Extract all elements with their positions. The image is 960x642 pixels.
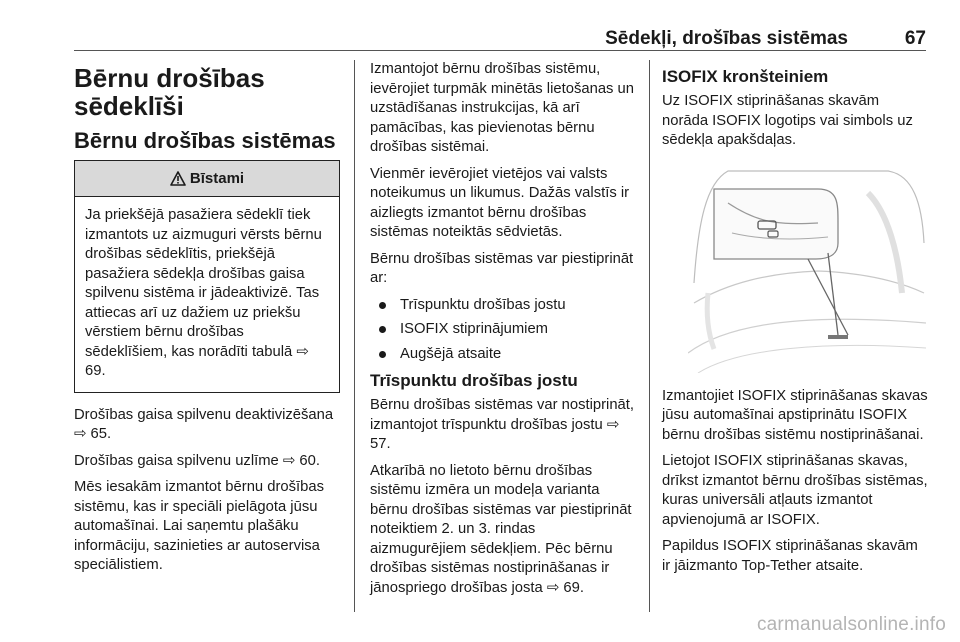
list-item: Trīspunktu drošības jostu <box>370 296 634 316</box>
paragraph: Mēs iesakām izmantot bērnu drošības sistēmu, kas ir speciāli pielāgota jūsu automašīnai. Lai saņemtu plašāku informāciju, sazinieties ar autoservisa speciālistiem. <box>74 479 325 573</box>
warning-triangle-icon <box>170 171 186 186</box>
column-2 <box>370 60 634 605</box>
subsection-heading: Bērnu drošības sistēmas <box>74 128 336 153</box>
paragraph: Izmantojiet ISOFIX stiprināšanas skavas jūsu automašīnai apstiprinātu ISOFIX bērnu drošības sistēmu nostiprināšanai. <box>662 387 928 443</box>
paragraph: Bērnu drošības sistēmas var nostiprināt, izmantojot trīspunktu drošības jostu ⇨ 57. <box>370 397 634 452</box>
warning-text: Ja priekšējā pasažiera sēdeklī tiek izmantots uz aizmuguri vērsts bērnu drošības sēdeklītis, priekšējā pasažiera sēdekļa drošības gaisa spilvenu sistēma ir jādeaktivizē. Tas attiecas arī uz dažiem uz priekšu vērstiem bērnu drošības sēdeklīšiem, kas norādīti tabulā ⇨ 69. <box>85 207 322 379</box>
bullet-icon <box>370 296 400 316</box>
paragraph: Drošības gaisa spilvenu deaktivizēšana ⇨ 65. <box>74 406 334 442</box>
warning-label: Bīstami <box>189 170 245 187</box>
column-divider-1 <box>354 60 355 612</box>
warning-header <box>75 161 339 197</box>
section-heading: Bērnu drošības sēdeklīši <box>74 63 265 121</box>
paragraph: Vienmēr ievērojiet vietējos vai valsts noteikumus un likumus. Dažās valstīs ir aizliegts izmantot bērnu drošības sistēmas noteiktās sēdvietās. <box>370 165 630 240</box>
column-1 <box>74 60 340 583</box>
paragraph: Uz ISOFIX stiprināšanas skavām norāda ISOFIX logotips vai simbols uz sēdekļa apakšdaļas. <box>662 93 913 148</box>
header-title: Sēdekļi, drošības sistēmas <box>605 28 848 49</box>
paragraph: Drošības gaisa spilvenu uzlīme ⇨ 60. <box>74 452 320 469</box>
attachment-list <box>370 296 634 365</box>
column-3 <box>662 60 928 583</box>
page-header <box>74 28 926 52</box>
warning-box <box>74 160 340 393</box>
column-divider-2 <box>649 60 650 612</box>
paragraph: Lietojot ISOFIX stiprināšanas skavas, drīkst izmantot bērnu drošības sistēmas, kuras universāli atļauts izmantot apvienojumā ar ISOFIX. <box>662 453 928 528</box>
paragraph: Papildus ISOFIX stiprināšanas skavām ir jāizmanto Top-Tether atsaite. <box>662 538 918 574</box>
isofix-seat-illustration <box>688 163 926 373</box>
page-number: 67 <box>904 28 926 49</box>
bullet-icon <box>370 345 400 365</box>
paragraph: Izmantojot bērnu drošības sistēmu, ievērojiet turpmāk minētās lietošanas un uzstādīšanas instrukcijas, kā arī pamācības, kas pievienotas bērnu drošības sistēmai. <box>370 61 635 155</box>
subsection-heading: ISOFIX kronšteiniem <box>662 67 829 86</box>
bullet-icon <box>370 320 400 340</box>
paragraph: Atkarībā no lietoto bērnu drošības sistēmu izmēra un modeļa varianta bērnu drošības sistēmas var piestiprināt noteiktiem 2. un 3. rindas aizmugurējiem sēdekļiem. Pēc bērnu drošības sistēmas nostiprināšanas ir jānospriego drošības josta ⇨ 69. <box>370 462 632 596</box>
site-watermark: carmanualsonline.info <box>756 614 946 635</box>
list-item: ISOFIX stiprinājumiem <box>370 320 634 340</box>
paragraph: Bērnu drošības sistēmas var piestiprināt ar: <box>370 250 634 286</box>
subsection-heading: Trīspunktu drošības jostu <box>370 371 578 390</box>
list-item: Augšējā atsaite <box>370 345 634 365</box>
header-divider <box>74 50 926 51</box>
